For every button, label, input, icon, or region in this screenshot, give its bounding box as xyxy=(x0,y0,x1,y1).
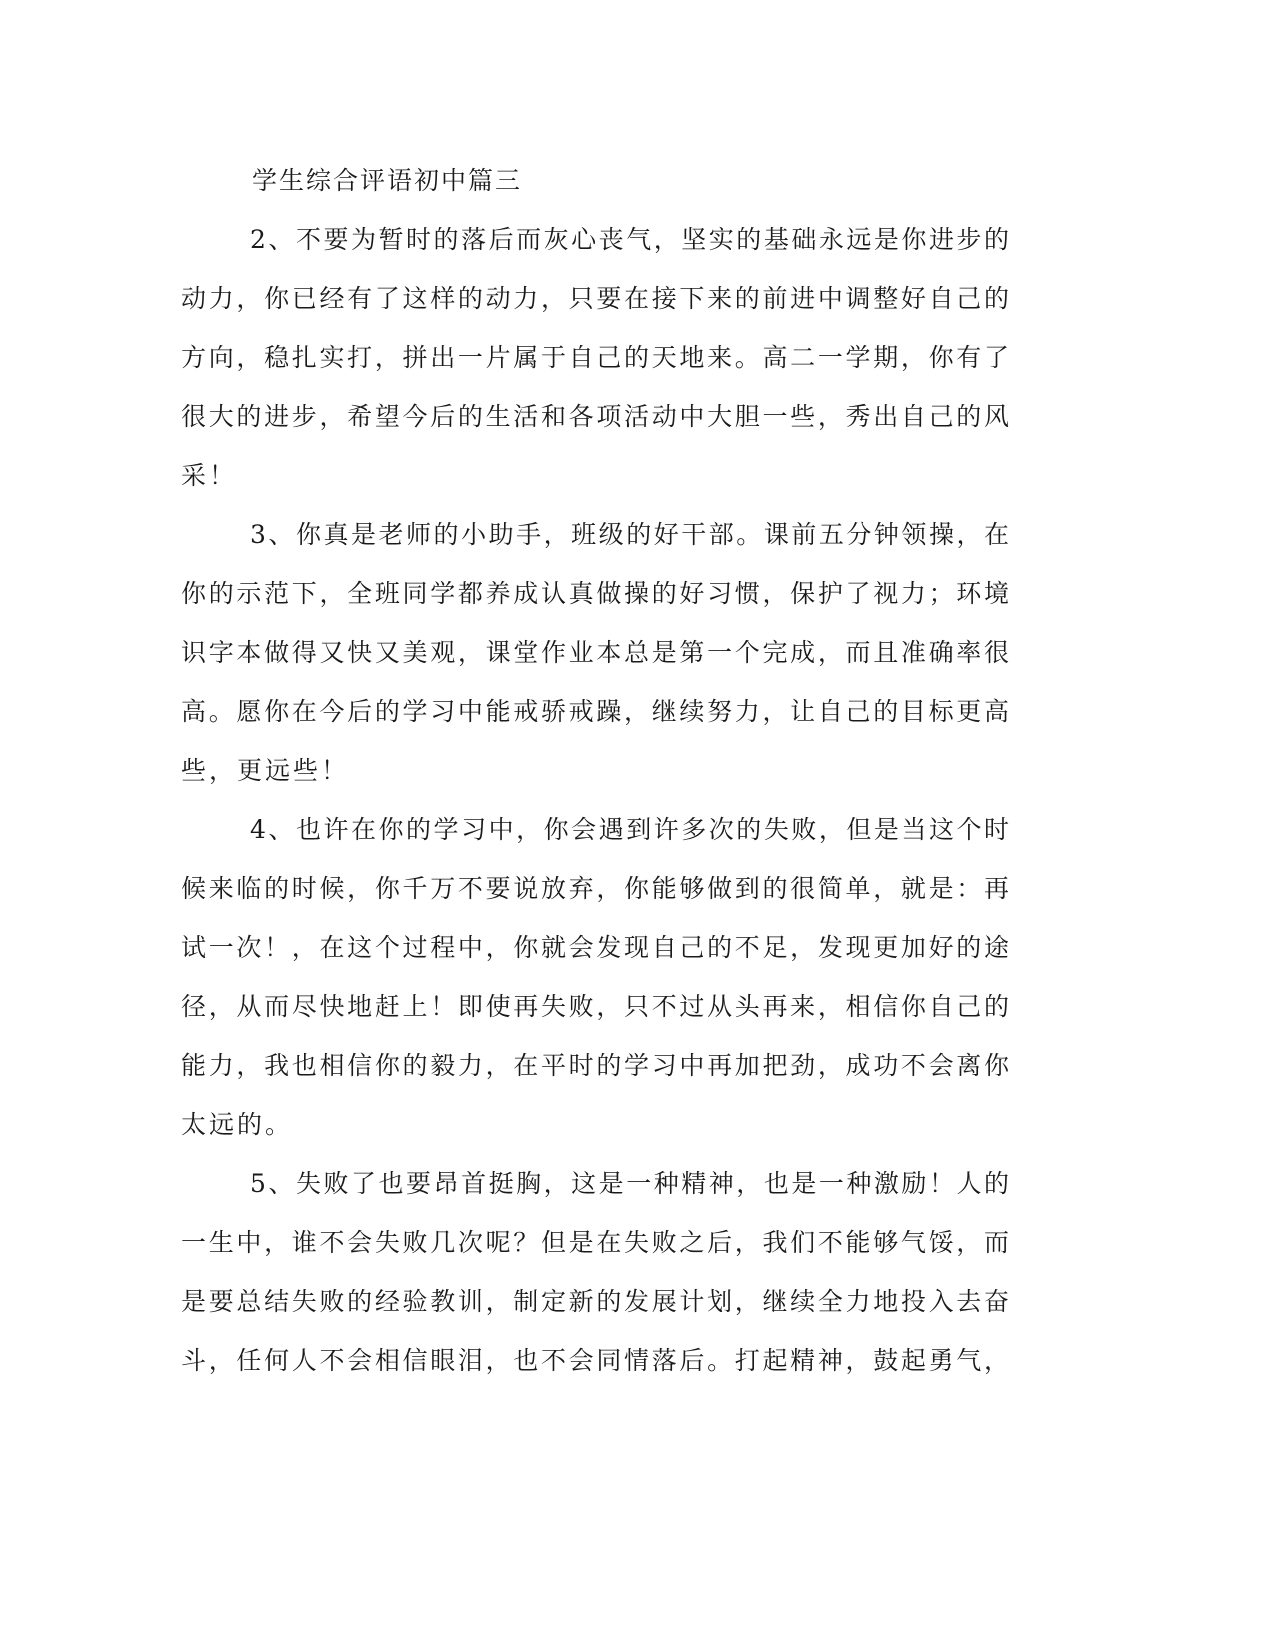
paragraph-4-line-4: 径，从而尽快地赶上！即使再失败，只不过从头再来，相信你自己的 xyxy=(181,992,1009,1021)
paragraph-2-line-5: 采！ xyxy=(181,461,238,490)
paragraph-5-line-2: 一生中，谁不会失败几次呢？但是在失败之后，我们不能够气馁，而 xyxy=(181,1228,1009,1257)
paragraph-3-line-2: 你的示范下，全班同学都养成认真做操的好习惯，保护了视力；环境 xyxy=(181,579,1009,608)
paragraph-3-line-4: 高。愿你在今后的学习中能戒骄戒躁，继续努力，让自己的目标更高 xyxy=(181,697,1009,726)
paragraph-3-line-3: 识字本做得又快又美观，课堂作业本总是第一个完成，而且准确率很 xyxy=(181,638,1009,667)
paragraph-5-line-1: 5、失败了也要昂首挺胸，这是一种精神，也是一种激励！人的 xyxy=(250,1169,1009,1198)
paragraph-3-line-1: 3、你真是老师的小助手，班级的好干部。课前五分钟领操，在 xyxy=(250,520,1009,549)
paragraph-4-line-5: 能力，我也相信你的毅力，在平时的学习中再加把劲，成功不会离你 xyxy=(181,1051,1009,1080)
paragraph-2-line-4: 很大的进步，希望今后的生活和各项活动中大胆一些，秀出自己的风 xyxy=(181,402,1009,431)
paragraph-3-line-5: 些，更远些！ xyxy=(181,756,350,785)
paragraph-2-line-2: 动力，你已经有了这样的动力，只要在接下来的前进中调整好自己的 xyxy=(181,284,1009,313)
paragraph-4-line-3: 试一次！，在这个过程中，你就会发现自己的不足，发现更加好的途 xyxy=(181,933,1009,962)
paragraph-5-line-4: 斗，任何人不会相信眼泪，也不会同情落后。打起精神，鼓起勇气， xyxy=(181,1346,1009,1375)
paragraph-2-line-3: 方向，稳扎实打，拼出一片属于自己的天地来。高二一学期，你有了 xyxy=(181,343,1009,372)
paragraph-4-line-2: 候来临的时候，你千万不要说放弃，你能够做到的很简单，就是：再 xyxy=(181,874,1009,903)
paragraph-5-line-3: 是要总结失败的经验教训，制定新的发展计划，继续全力地投入去奋 xyxy=(181,1287,1009,1316)
paragraph-4-line-1: 4、也许在你的学习中，你会遇到许多次的失败，但是当这个时 xyxy=(250,815,1009,844)
paragraph-4-line-6: 太远的。 xyxy=(181,1110,294,1139)
document-title: 学生综合评语初中篇三 xyxy=(252,166,523,195)
paragraph-2-line-1: 2、不要为暂时的落后而灰心丧气，坚实的基础永远是你进步的 xyxy=(250,225,1009,254)
